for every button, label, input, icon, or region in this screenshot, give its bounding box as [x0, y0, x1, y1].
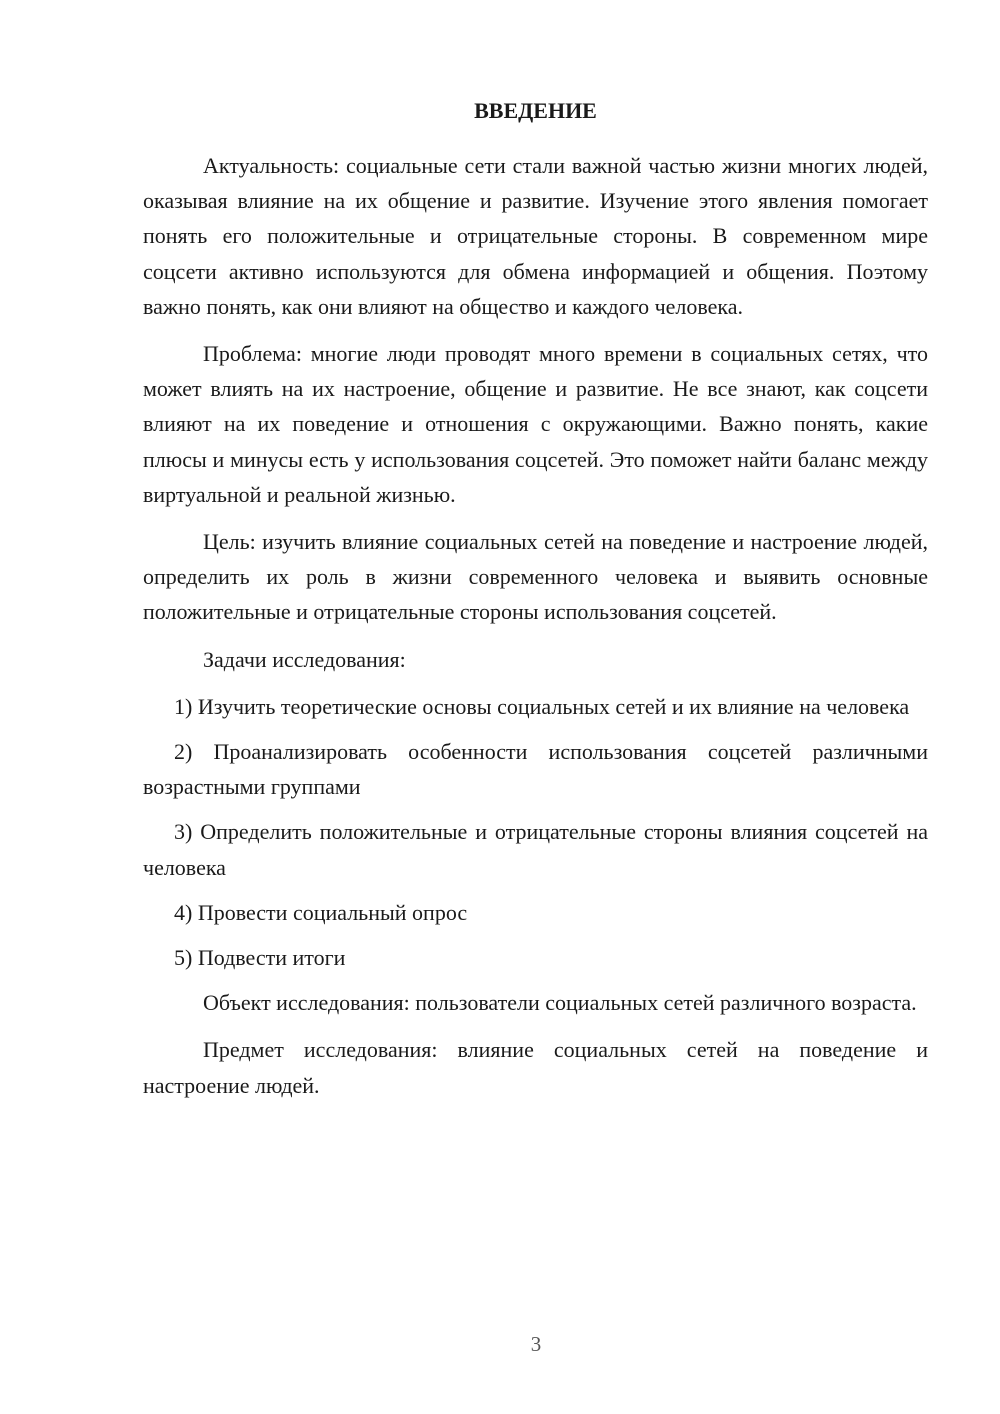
problem-paragraph: Проблема: многие люди проводят много времени в социальных сетях, что может влиять на их настроение, общение и развитие. Не все знают, как соцсети влияют на их поведение и отношения с окружающими. Важно понять, какие плюсы и минусы есть у использования соцсетей. Это поможет найти баланс между виртуальной и реальной жизнью. — [143, 341, 928, 507]
relevance-paragraph: Актуальность: социальные сети стали важной частью жизни многих людей, оказывая влияние на их общение и развитие. Изучение этого явления помогает понять его положительные и отрицательные стороны. В современном мире соцсети активно используются для обмена информацией и общения. Поэтому важно понять, как они влияют на общество и каждого человека. — [143, 153, 928, 319]
task-item: 5) Подвести итоги — [174, 945, 346, 971]
page-content — [143, 93, 928, 1115]
tasks-list — [143, 689, 928, 975]
task-item: 2) Проанализировать особенности использования соцсетей различными возрастными группами — [143, 739, 928, 800]
page-title: ВВЕДЕНИЕ — [474, 98, 597, 123]
task-item: 3) Определить положительные и отрицательные стороны влияния соцсетей на человека — [143, 819, 928, 880]
subject-paragraph: Предмет исследования: влияние социальных сетей на поведение и настроение людей. — [143, 1037, 928, 1098]
task-item: 1) Изучить теоретические основы социальных сетей и их влияние на человека — [174, 693, 910, 719]
goal-paragraph: Цель: изучить влияние социальных сетей на поведение и настроение людей, определить их роль в жизни современного человека и выявить основные положительные и отрицательные стороны использования соцсетей. — [143, 529, 928, 625]
object-paragraph: Объект исследования: пользователи социальных сетей различного возраста. — [203, 990, 917, 1016]
tasks-heading: Задачи исследования: — [203, 646, 406, 672]
task-item: 4) Провести социальный опрос — [174, 899, 468, 925]
page-number: 3 — [530, 1332, 542, 1356]
